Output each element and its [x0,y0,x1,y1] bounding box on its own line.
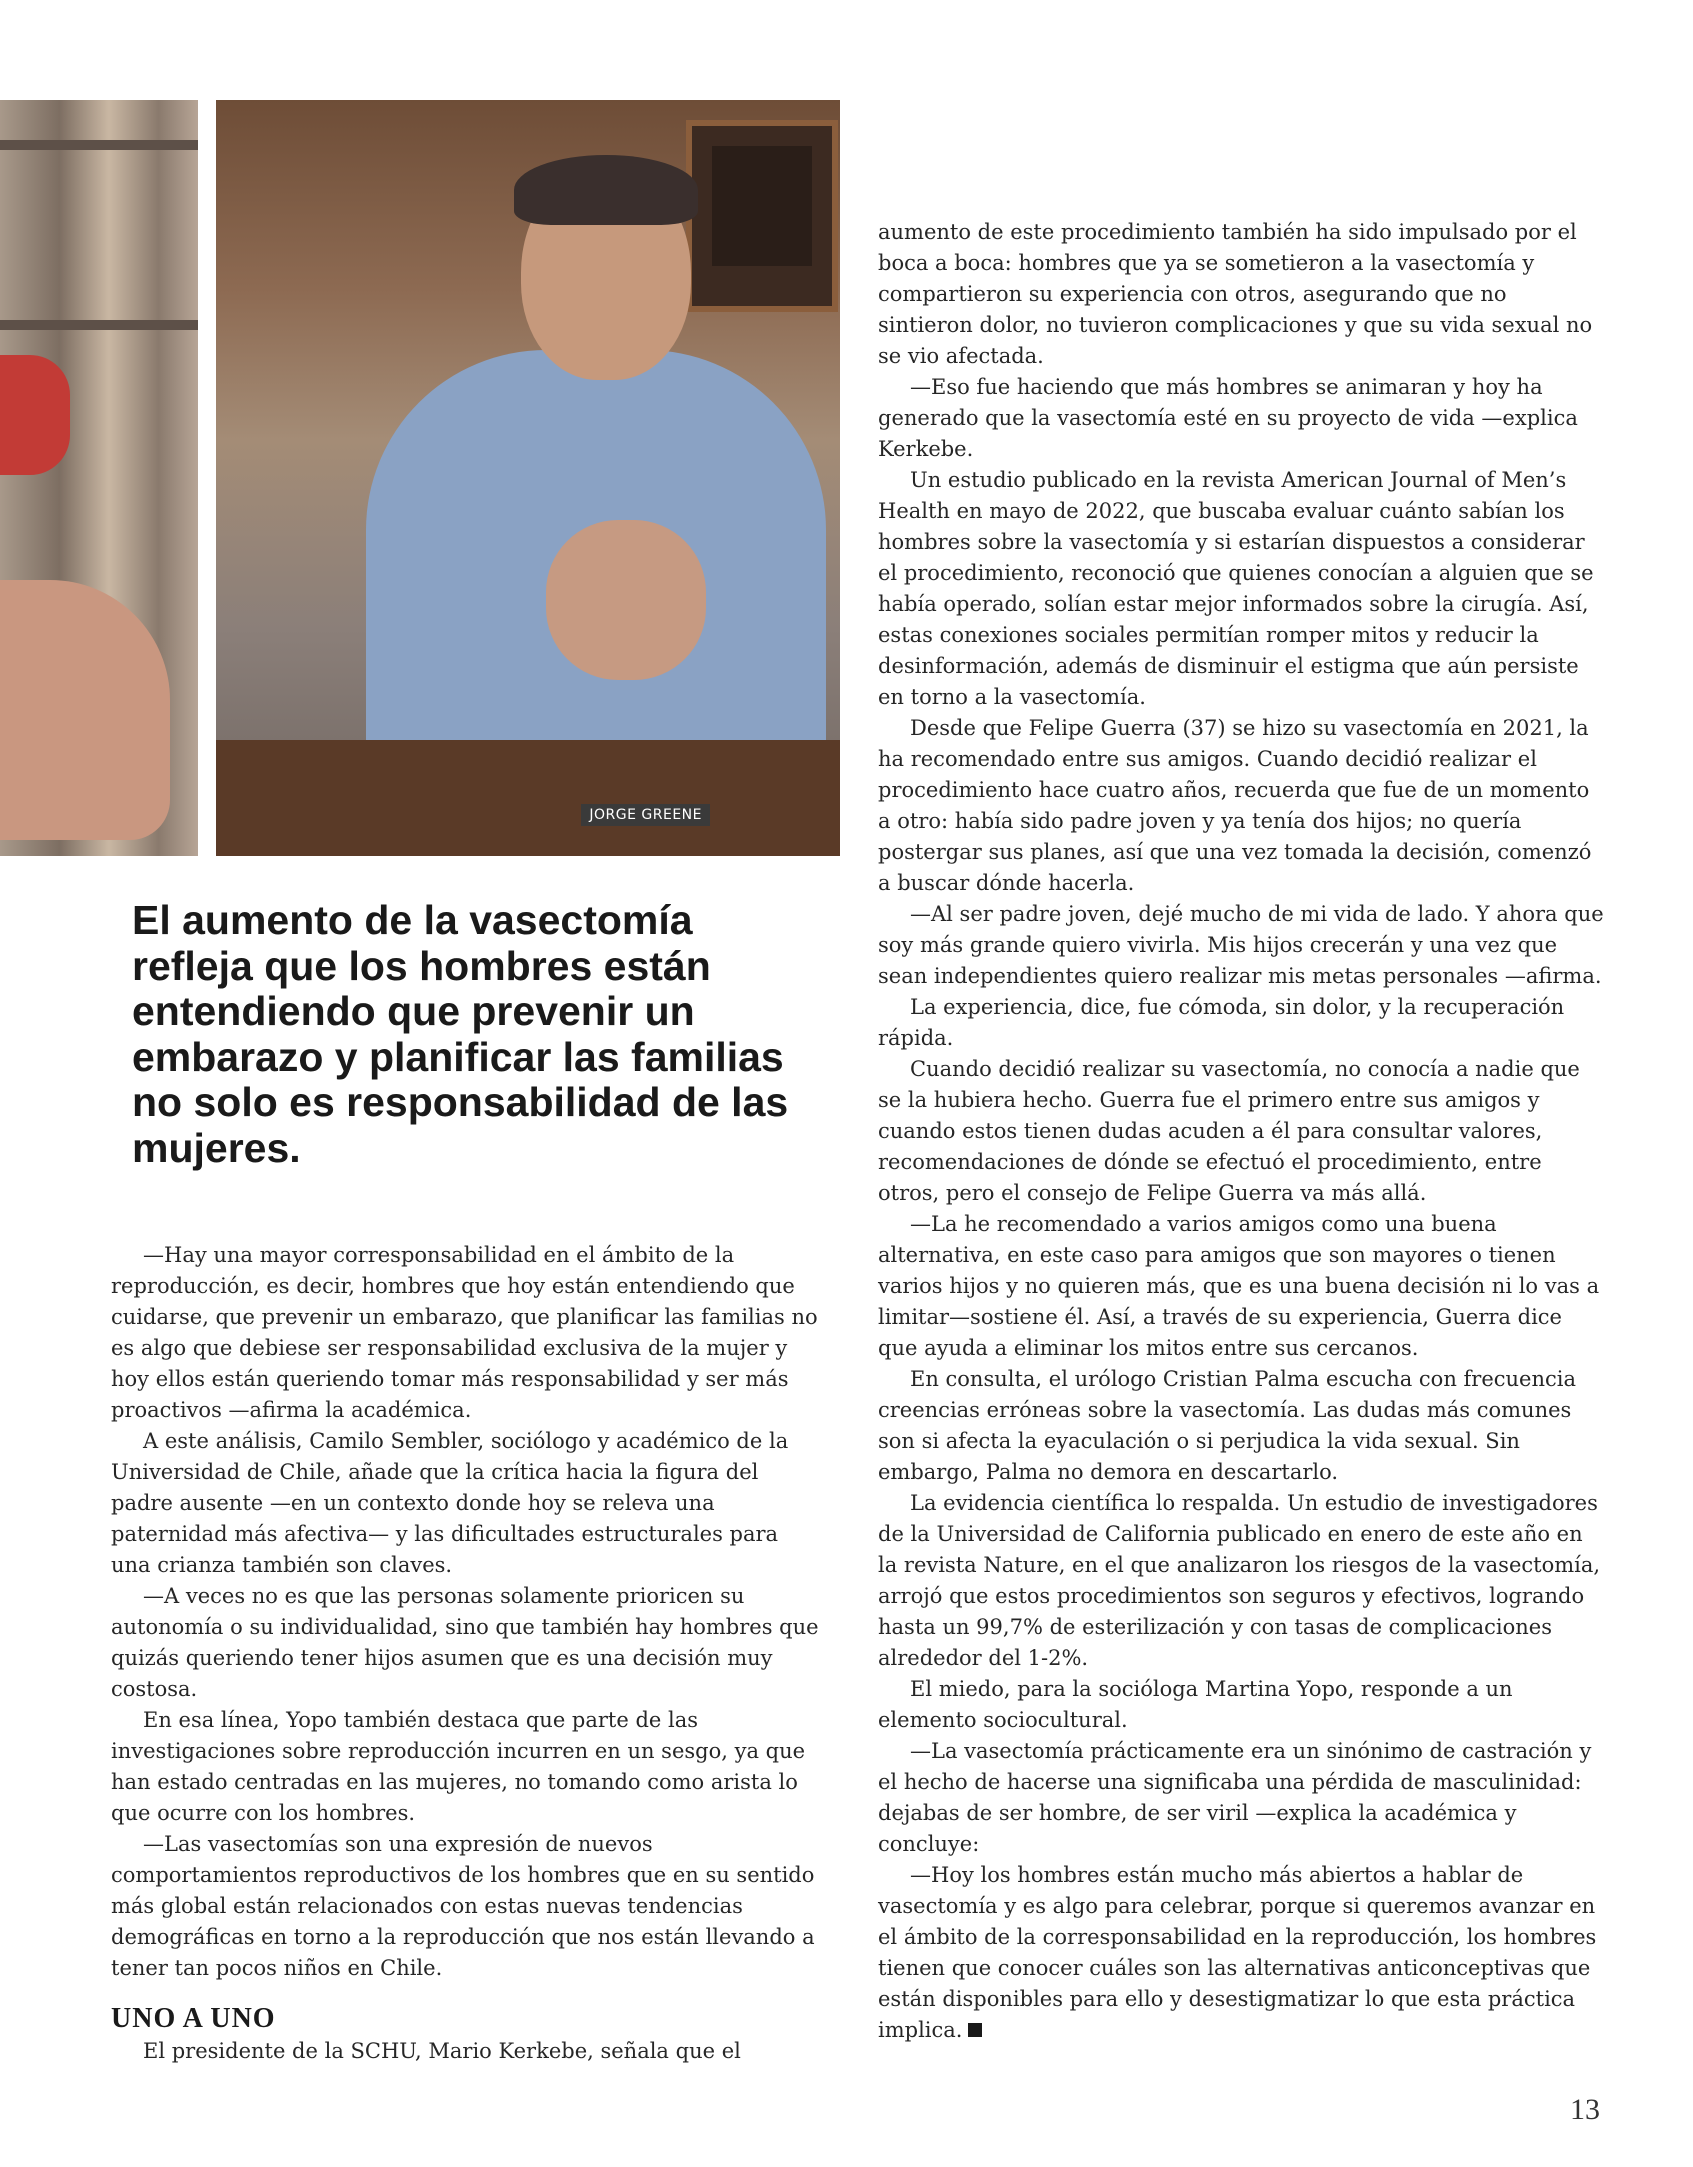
photo-portrait [216,100,840,856]
photo-left [0,100,198,856]
paragraph: —Las vasectomías son una expresión de nuevos comportamientos reproductivos de los hombres que en su sentido más global están relacionados con estas nuevas tendencias demográficas en torno a la reproducción que nos están llevando a tener tan pocos niños en Chile. [111,1832,815,1980]
trophy-shelf [0,140,198,150]
paragraph: En consulta, el urólogo Cristian Palma escucha con frecuencia creencias erróneas sobre la vasectomía. Las dudas más comunes son si afecta la eyaculación o si perjudica la vida sexual. Sin embargo, Palma no demora en descartarlo. [878,1367,1576,1484]
arm [0,580,170,840]
paragraph: A este análisis, Camilo Sembler, sociólogo y académico de la Universidad de Chile, añade que la crítica hacia la figura del padre ausente —en un contexto donde hoy se releva una paternidad más afectiva— y las dificultades estructurales para una crianza también son claves. [111,1429,789,1577]
paragraph: —Eso fue haciendo que más hombres se animaran y hoy ha generado que la vasectomía esté en su proyecto de vida —explica Kerkebe. [878,375,1578,461]
paragraph: La evidencia científica lo respalda. Un estudio de investigadores de la Universidad de California publicado en enero de este año en la revista Nature, en el que analizaron los riesgos de la vasectomía, arrojó que estos procedimientos son seguros y efectivos, logrando hasta un 99,7% de esterilización y con tasas de complicaciones alrededor del 1-2%. [878,1491,1601,1670]
paragraph: El presidente de la SCHU, Mario Kerkebe, señala que el [143,2039,741,2063]
paragraph: —Hay una mayor corresponsabilidad en el ámbito de la reproducción, es decir, hombres que hoy están entendiendo que cuidarse, que prevenir un embarazo, que planificar las familias no es algo que debiese ser responsabilidad exclusiva de la mujer y hoy ellos están queriendo tomar más responsabilidad y ser más proactivos —afirma la académica. [111,1243,818,1422]
left-column [111,1240,821,2067]
paragraph: —Al ser padre joven, dejé mucho de mi vida de lado. Y ahora que soy más grande quiero vivirla. Mis hijos crecerán y una vez que sean independientes quiero realizar mis metas personales —afirma. [878,902,1604,988]
paragraph: Cuando decidió realizar su vasectomía, no conocía a nadie que se la hubiera hecho. Guerra fue el primero entre sus amigos y cuando estos tienen dudas acuden a él para consultar valores, recomendaciones de dónde se efectuó el procedimiento, entre otros, pero el consejo de Felipe Guerra va más allá. [878,1057,1580,1205]
paragraph: —La he recomendado a varios amigos como una buena alternativa, en este caso para amigos que son mayores o tienen varios hijos y no quieren más, que es una buena decisión ni lo vas a limitar—sostiene él. Así, a través de su experiencia, Guerra dice que ayuda a eliminar los mitos entre sus cercanos. [878,1212,1600,1360]
background-frame [686,120,838,312]
page-number: 13 [1570,2093,1600,2126]
end-mark-icon [968,2023,982,2037]
section-subhead: UNO A UNO [111,2003,276,2034]
paragraph: —A veces no es que las personas solamente prioricen su autonomía o su individualidad, sino que también hay hombres que quizás queriendo tener hijos asumen que es una decisión muy costosa. [111,1584,819,1701]
paragraph: aumento de este procedimiento también ha sido impulsado por el boca a boca: hombres que ya se sometieron a la vasectomía y compartieron su experiencia con otros, asegurando que no sintieron dolor, no tuvieron complicaciones y que su vida sexual no se vio afectada. [878,220,1593,368]
pull-quote: El aumento de la vasectomía refleja que los hombres están entendiendo que prevenir un embarazo y planificar las familias no solo es responsabilidad de las mujeres. [132,897,789,1171]
paragraph: —La vasectomía prácticamente era un sinónimo de castración y el hecho de hacerse una significaba una pérdida de masculinidad: dejabas de ser hombre, de ser viril —explica la académica y concluye: [878,1739,1592,1856]
paragraph: La experiencia, dice, fue cómoda, sin dolor, y la recuperación rápida. [878,995,1565,1050]
paragraph: En esa línea, Yopo también destaca que parte de las investigaciones sobre reproducción incurren en un sesgo, ya que han estado centradas en las mujeres, no tomando como arista lo que ocurre con los hombres. [111,1708,806,1825]
portrait-table [216,740,840,856]
portrait-hands [546,520,706,680]
last-paragraph-text: —Hoy los hombres están mucho más abiertos a hablar de vasectomía y es algo para celebrar, porque si queremos avanzar en el ámbito de la corresponsabilidad en la reproducción, los hombres tienen que conocer cuáles son las alternativas anticonceptivas que están disponibles para ello y desestigmatizar lo que esta práctica implica. [878,1863,1597,2042]
red-mask [0,355,70,475]
paragraph: Un estudio publicado en la revista American Journal of Men’s Health en mayo de 2022, que buscaba evaluar cuánto sabían los hombres sobre la vasectomía y si estarían dispuestos a considerar el procedimiento, reconoció que quienes conocían a alguien que se había operado, solían estar mejor informados sobre la cirugía. Así, estas conexiones sociales permitían romper mitos y reducir la desinformación, además de disminuir el estigma que aún persiste en torno a la vasectomía. [878,468,1594,709]
right-column [878,217,1608,2046]
paragraph: El miedo, para la socióloga Martina Yopo, responde a un elemento sociocultural. [878,1677,1513,1732]
photo-credit: JORGE GREENE [581,804,710,826]
trophy-shelf [0,320,198,330]
last-paragraph [878,1860,1608,2046]
paragraph: Desde que Felipe Guerra (37) se hizo su vasectomía en 2021, la ha recomendado entre sus amigos. Cuando decidió realizar el procedimiento hace cuatro años, recuerda que fue de un momento a otro: había sido padre joven y ya tenía dos hijos; no quería postergar sus planes, así que una vez tomada la decisión, comenzó a buscar dónde hacerla. [878,716,1592,895]
portrait-hair [514,155,698,225]
